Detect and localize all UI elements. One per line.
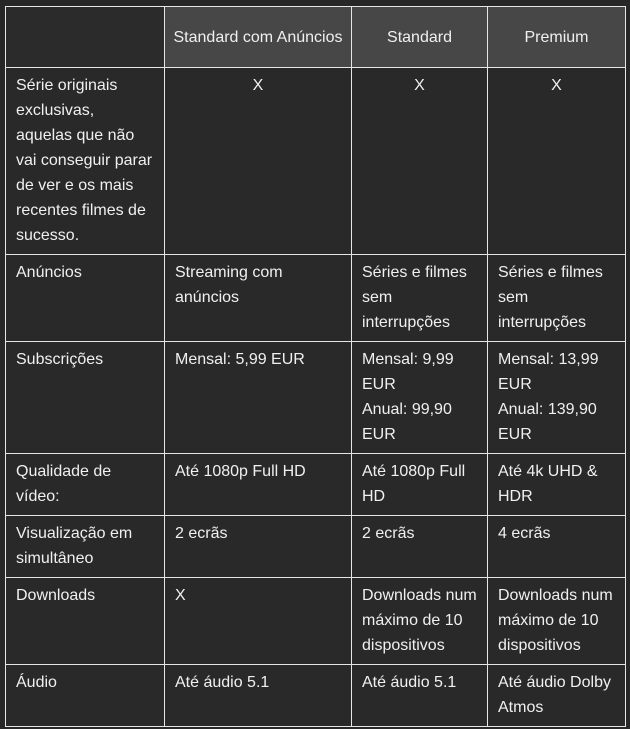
cell-text: Downloads num máximo de 10 dispositivos: [362, 587, 477, 654]
header-standard: Standard: [352, 7, 488, 68]
cell-exclusive-content-standard-with-ads: [165, 68, 352, 255]
cell-video-quality-premium: [488, 454, 626, 516]
row-label-downloads: Downloads: [6, 578, 165, 665]
cell-text: Até 1080p Full HD: [175, 463, 306, 480]
cell-video-quality-standard-with-ads: [165, 454, 352, 516]
table-header: [6, 7, 626, 68]
cell-audio-premium: [488, 665, 626, 727]
cell-text: Até áudio 5.1: [175, 674, 270, 691]
cell-text: X: [551, 77, 562, 94]
table-row-simultaneous-streams: [6, 516, 626, 578]
cell-text: Streaming com anúncios: [175, 264, 283, 306]
cell-text: Séries e filmes sem interrupções: [498, 264, 603, 331]
header-row: [6, 7, 626, 68]
cell-text: Séries e filmes sem interrupções: [362, 264, 467, 331]
cell-text: Até 4k UHD & HDR: [498, 463, 598, 505]
cell-simultaneous-streams-premium: [488, 516, 626, 578]
table-row-audio: [6, 665, 626, 727]
cell-ads-standard: [352, 255, 488, 342]
cell-audio-standard: [352, 665, 488, 727]
plan-comparison: [5, 6, 626, 727]
table-row-subscriptions: [6, 342, 626, 454]
table-row-exclusive-content: [6, 68, 626, 255]
cell-text: Até áudio Dolby Atmos: [498, 674, 611, 716]
cell-text: Downloads num máximo de 10 dispositivos: [498, 587, 613, 654]
cell-ads-standard-with-ads: [165, 255, 352, 342]
cell-subscriptions-premium: [488, 342, 626, 454]
cell-text: X: [414, 77, 425, 94]
cell-downloads-standard-with-ads: [165, 578, 352, 665]
cell-simultaneous-streams-standard-with-ads: [165, 516, 352, 578]
row-label-subscriptions: Subscrições: [6, 342, 165, 454]
plan-comparison-table: [5, 6, 626, 727]
cell-subscriptions-standard: [352, 342, 488, 454]
row-label-audio: Áudio: [6, 665, 165, 727]
cell-exclusive-content-standard: [352, 68, 488, 255]
cell-audio-standard-with-ads: [165, 665, 352, 727]
header-corner-cell: [6, 7, 165, 68]
cell-downloads-premium: [488, 578, 626, 665]
table-row-video-quality: [6, 454, 626, 516]
table-row-downloads: [6, 578, 626, 665]
table-body: [6, 68, 626, 727]
row-label-exclusive-content: Série originais exclusivas, aquelas que não vai conseguir parar de ver e os mais recentes filmes de sucesso.: [6, 68, 165, 255]
row-label-video-quality: Qualidade de vídeo:: [6, 454, 165, 516]
cell-exclusive-content-premium: [488, 68, 626, 255]
cell-downloads-standard: [352, 578, 488, 665]
cell-text: Mensal: 9,99 EUR: [362, 351, 454, 393]
cell-ads-premium: [488, 255, 626, 342]
cell-subscriptions-standard-with-ads: [165, 342, 352, 454]
cell-text: Mensal: 13,99 EUR: [498, 351, 599, 393]
cell-text: Até áudio 5.1: [362, 674, 457, 691]
cell-text: Mensal: 5,99 EUR: [175, 351, 305, 368]
cell-text: 2 ecrãs: [175, 525, 228, 542]
cell-text: Até 1080p Full HD: [362, 463, 466, 505]
cell-text: Anual: 139,90 EUR: [498, 401, 597, 443]
table-row-ads: [6, 255, 626, 342]
header-premium: Premium: [488, 7, 626, 68]
cell-simultaneous-streams-standard: [352, 516, 488, 578]
cell-text: 2 ecrãs: [362, 525, 415, 542]
cell-video-quality-standard: [352, 454, 488, 516]
cell-text: X: [175, 587, 186, 604]
cell-text: Anual: 99,90 EUR: [362, 401, 452, 443]
row-label-ads: Anúncios: [6, 255, 165, 342]
cell-text: 4 ecrãs: [498, 525, 551, 542]
cell-text: X: [252, 77, 264, 94]
row-label-simultaneous-streams: Visualização em simultâneo: [6, 516, 165, 578]
header-standard-with-ads: Standard com Anúncios: [165, 7, 352, 68]
